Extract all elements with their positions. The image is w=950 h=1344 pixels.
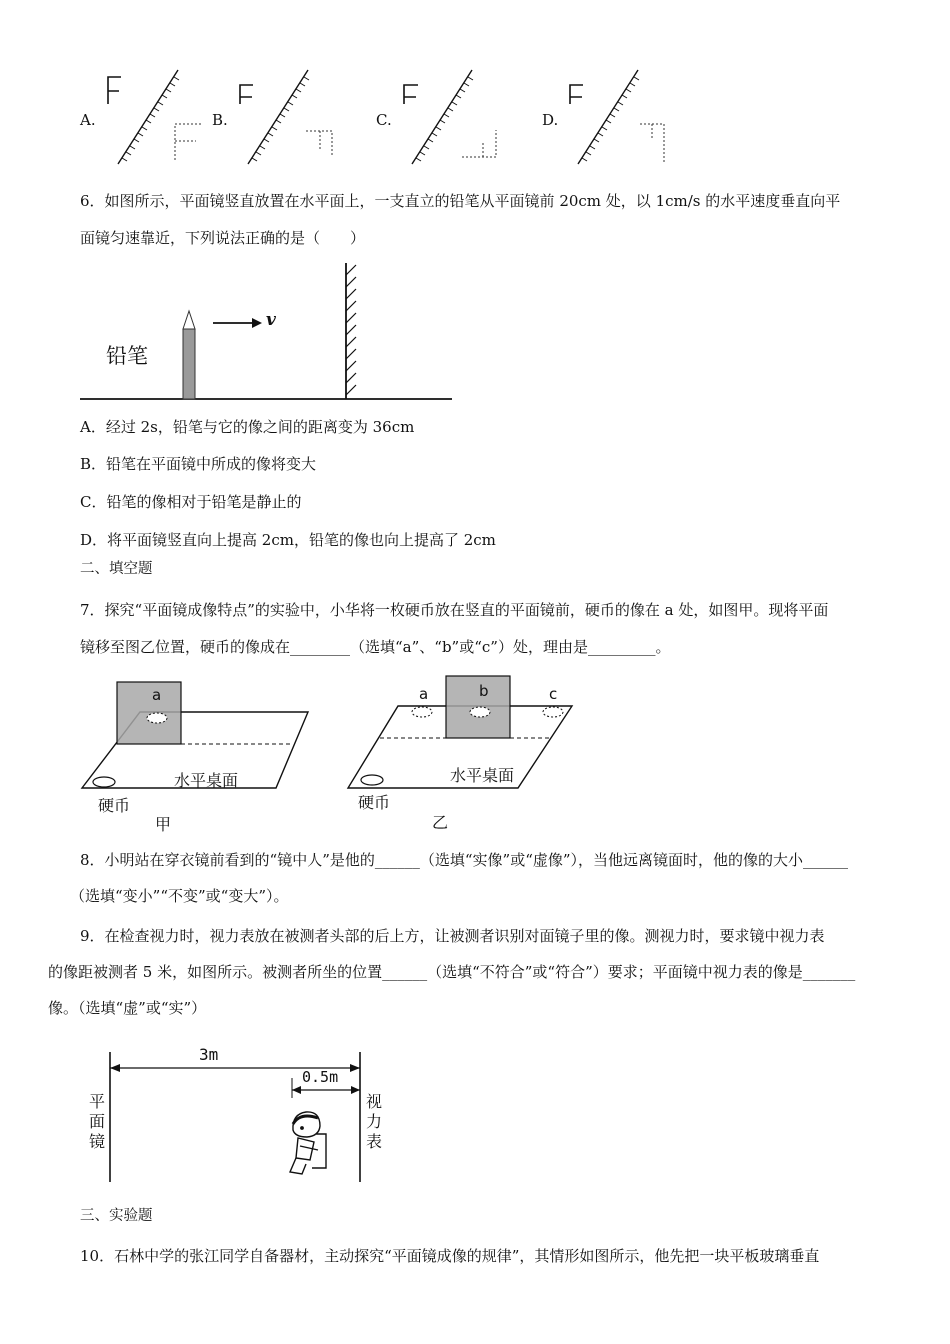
q5-figure-b [240,70,332,164]
position-c-icon [543,707,563,717]
mirror-label-char: 面 [89,1112,106,1131]
jia-caption: 甲 [155,815,172,834]
chart-label-char: 表 [366,1132,383,1151]
jia-table-label: 水平桌面 [174,771,239,790]
position-b-icon [470,707,490,717]
label-3m: 3m [199,1045,219,1064]
velocity-label: v [266,310,276,330]
q5-figure-c [404,70,496,164]
q5-option-a-label: A. [80,111,96,129]
section-heading-experiment: 三、实验题 [80,1208,153,1224]
position-a-icon [412,707,432,717]
mirror-label-char: 平 [89,1092,106,1111]
yi-label-c: c [549,685,558,703]
q6-option-d: D．将平面镜竖直向上提高 2cm，铅笔的像也向上提高了 2cm [80,531,496,549]
chart-label-char: 力 [366,1112,383,1131]
person-icon [290,1112,326,1174]
yi-coin-label: 硬币 [358,793,391,812]
q6-option-a: A．经过 2s，铅笔与它的像之间的距离变为 36cm [80,418,415,436]
mirror-label [89,1092,107,1152]
label-0-5m: 0.5m [302,1068,339,1086]
pencil-label: 铅笔 [106,344,148,368]
q5-option-b-label: B. [212,111,228,129]
q9-line3: 像。（选填“虚”或“实”） [48,999,207,1017]
mirror-label-char: 镜 [89,1132,106,1151]
section-heading-fill-in: 二、填空题 [80,561,153,577]
q5-figure-a [108,70,202,164]
q9-line1: 9．在检查视力时，视力表放在被测者头部的后上方，让被测者识别对面镜子里的像。测视力时，要求镜中视力表 [80,927,825,945]
chart-label [366,1092,384,1152]
q7-line2: 镜移至图乙位置，硬币的像成在________（选填“a”、“b”或“c”）处，理由是_________。 [80,638,671,656]
q10-line1: 10．石林中学的张江同学自备器材，主动探究“平面镜成像的规律”，其情形如图所示，他先把一块平板玻璃垂直 [80,1247,820,1265]
q9-line2: 的像距被测者 5 米，如图所示。被测者所坐的位置______（选填“不符合”或“符合”）要求；平面镜中视力表的像是_______ [48,963,856,981]
q8-line1: 8．小明站在穿衣镜前看到的“镜中人”是他的______（选填“实像”或“虚像”），当他远离镜面时，他的像的大小______ [80,851,849,869]
q5-option-d-label: D. [542,111,559,129]
q6-option-c: C．铅笔的像相对于铅笔是静止的 [80,493,302,511]
vertical-mirror-icon [346,263,356,399]
q5-figure-d [570,70,664,164]
yi-label-b: b [479,682,489,700]
chart-label-char: 视 [366,1092,383,1111]
q6-option-b: B．铅笔在平面镜中所成的像将变大 [80,455,317,473]
q6-stem-line1: 6．如图所示，平面镜竖直放置在水平面上，一支直立的铅笔从平面镜前 20cm 处，以 1cm/s 的水平速度垂直向平 [80,192,841,210]
pencil-icon [183,311,195,399]
q5-figures [0,0,950,180]
q5-option-c-label: C. [376,111,392,129]
velocity-arrow-icon [213,318,262,328]
yi-caption: 乙 [432,813,449,832]
yi-label-a: a [419,685,429,703]
coin-icon [361,775,383,785]
yi-table-label: 水平桌面 [450,766,515,785]
jia-label-a: a [152,686,162,704]
jia-coin-label: 硬币 [98,796,131,815]
q8-line2: （选填“变小”“不变”或“变大”）。 [70,887,289,905]
q7-line1: 7．探究“平面镜成像特点”的实验中，小华将一枚硬币放在竖直的平面镜前，硬币的像在 a 处，如图甲。现将平面 [80,601,829,619]
q6-stem-line2: 面镜匀速靠近，下列说法正确的是（ ） [80,229,366,247]
